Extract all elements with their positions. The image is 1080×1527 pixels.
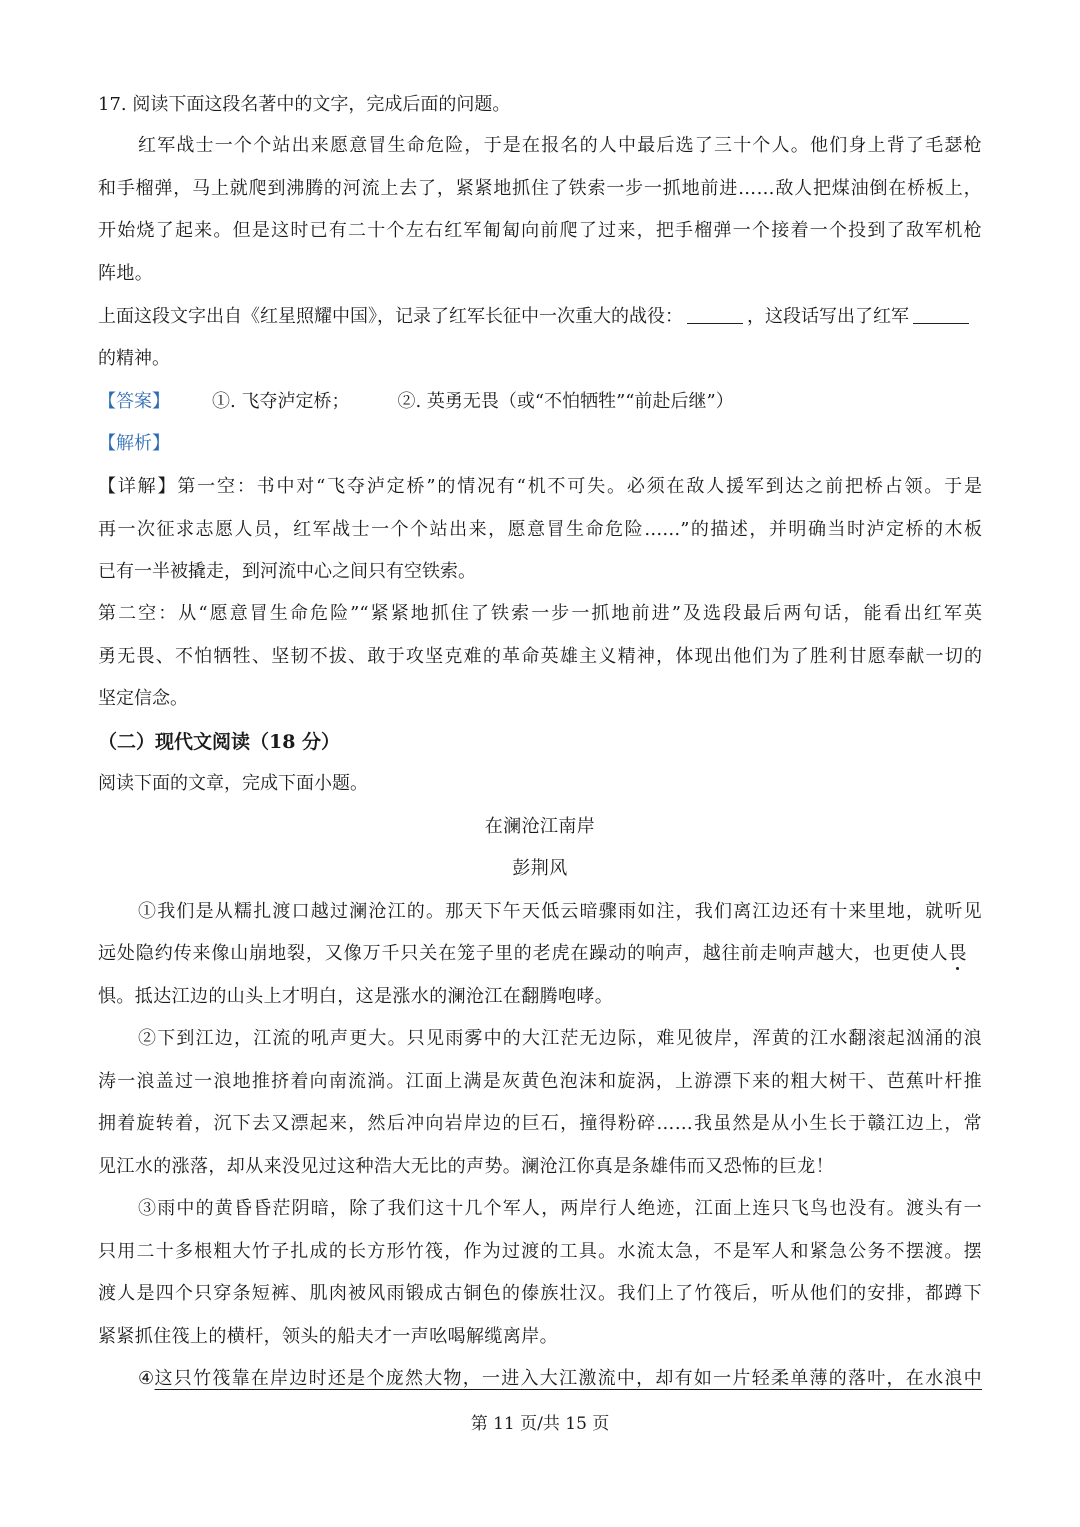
analysis-label: 【解析】 [98,433,170,454]
answer-blank-2[interactable] [913,305,969,324]
answer-item-2: ②. 英勇无畏（或“不怕牺牲”“前赴后继”） [397,391,734,412]
detail-line-5: 勇无畏、不怕牺牲、坚韧不拔、敢于攻坚克难的革命英雄主义精神，体现出他们为了胜利甘愿奉献一切的 [98,646,982,667]
p4-underlined-text: 这只竹筏靠在岸边时还是个庞然大物，一进入大江激流中，却有如一片轻柔单薄的落叶，在水浪中 [154,1368,982,1389]
p1-line-3: 惧。抵达江边的山头上才明白，这是涨水的澜沧江在翻腾咆哮。 [98,986,614,1007]
excerpt-line-1: 红军战士一个个站出来愿意冒生命危险，于是在报名的人中最后选了三十个人。他们身上背了毛瑟枪 [138,135,982,156]
excerpt-line-4: 阵地。 [98,263,154,284]
p1-line-2-row [98,941,982,967]
section-heading: （二）现代文阅读（18 分） [98,731,341,753]
prompt-part-1: 上面这段文字出自《红星照耀中国》，记录了红军长征中一次重大的战役： [98,306,683,327]
answer-label: 【答案】 [98,391,170,412]
section-instruction: 阅读下面的文章，完成下面小题。 [98,773,368,794]
p2-line-4: 见江水的涨落，却从来没见过这种浩大无比的声势。澜沧江你真是条雄伟而又恐怖的巨龙！ [98,1156,834,1177]
question-prompt-line-2: 的精神。 [98,348,170,369]
answer-item-1: ①. 飞夺泸定桥； [212,391,350,412]
article-title: 在澜沧江南岸 [484,816,596,837]
p2-line-1: ②下到江边，江流的吼声更大。只见雨雾中的大江茫无边际，难见彼岸，浑黄的江水翻滚起汹涌的浪 [138,1028,982,1049]
p3-line-2: 只用二十多根粗大竹子扎成的长方形竹筏，作为过渡的工具。水流太急，不是军人和紧急公务不摆渡。摆 [98,1241,982,1262]
answer-row [98,389,982,415]
question-prompt [98,304,982,330]
detail-line-1: 【详解】第一空：书中对“飞夺泸定桥”的情况有“机不可失。必须在敌人援军到达之前把桥占领。于是 [98,476,982,497]
detail-line-4: 第二空：从“愿意冒生命危险”“紧紧地抓住了铁索一步一抓地前进”及选段最后两句话，能看出红军英 [98,603,982,624]
excerpt-line-2: 和手榴弹，马上就爬到沸腾的河流上去了，紧紧地抓住了铁索一步一抓地前进……敌人把煤油倒在桥板上， [98,178,982,199]
detail-line-6: 坚定信念。 [98,688,188,709]
detail-line-2: 再一次征求志愿人员，红军战士一个个站出来，愿意冒生命危险……”的描述，并明确当时泸定桥的木板 [98,519,982,540]
p3-line-3: 渡人是四个只穿条短裤、肌肉被风雨锻成古铜色的傣族壮汉。我们上了竹筏后，听从他们的安排，都蹲下 [98,1283,982,1304]
dotted-char: 畏 [948,943,967,964]
detail-line-3: 已有一半被撬走，到河流中心之间只有空铁索。 [98,561,476,582]
answer-blank-1[interactable] [687,305,743,324]
prompt-part-2: ，这段话写出了红军 [747,306,909,327]
p3-line-1: ③雨中的黄昏昏茫阴暗，除了我们这十几个军人，两岸行人绝迹，江面上连只飞鸟也没有。渡头有一 [138,1198,982,1219]
page-footer: 第 11 页/共 15 页 [470,1414,610,1434]
p2-line-3: 拥着旋转着，沉下去又漂起来，然后冲向岩岸边的巨石，撞得粉碎……我虽然是从小生长于赣江边上，常 [98,1113,982,1134]
p3-line-4: 紧紧抓住筏上的横杆，领头的船夫才一声吆喝解缆离岸。 [98,1326,558,1347]
excerpt-line-3: 开始烧了起来。但是这时已有二十个左右红军匍匐向前爬了过来，把手榴弹一个接着一个投到了敌军机枪 [98,220,982,241]
p2-line-2: 涛一浪盖过一浪地推挤着向南流淌。江面上满是灰黄色泡沫和旋涡，上游漂下来的粗大树干、芭蕉叶杆推 [98,1071,982,1092]
p4-number: ④ [138,1368,155,1389]
article-author: 彭荆风 [512,858,568,879]
p4-line-1 [138,1366,982,1392]
p1-line-1: ①我们是从糯扎渡口越过澜沧江的。那天下午天低云暗骤雨如注，我们离江边还有十来里地，就听见 [138,901,982,922]
question-title: 17. 阅读下面这段名著中的文字，完成后面的问题。 [98,94,511,115]
p1-line-2: 远处隐约传来像山崩地裂，又像万千只关在笼子里的老虎在躁动的响声，越往前走响声越大，也更使人 [98,943,949,964]
